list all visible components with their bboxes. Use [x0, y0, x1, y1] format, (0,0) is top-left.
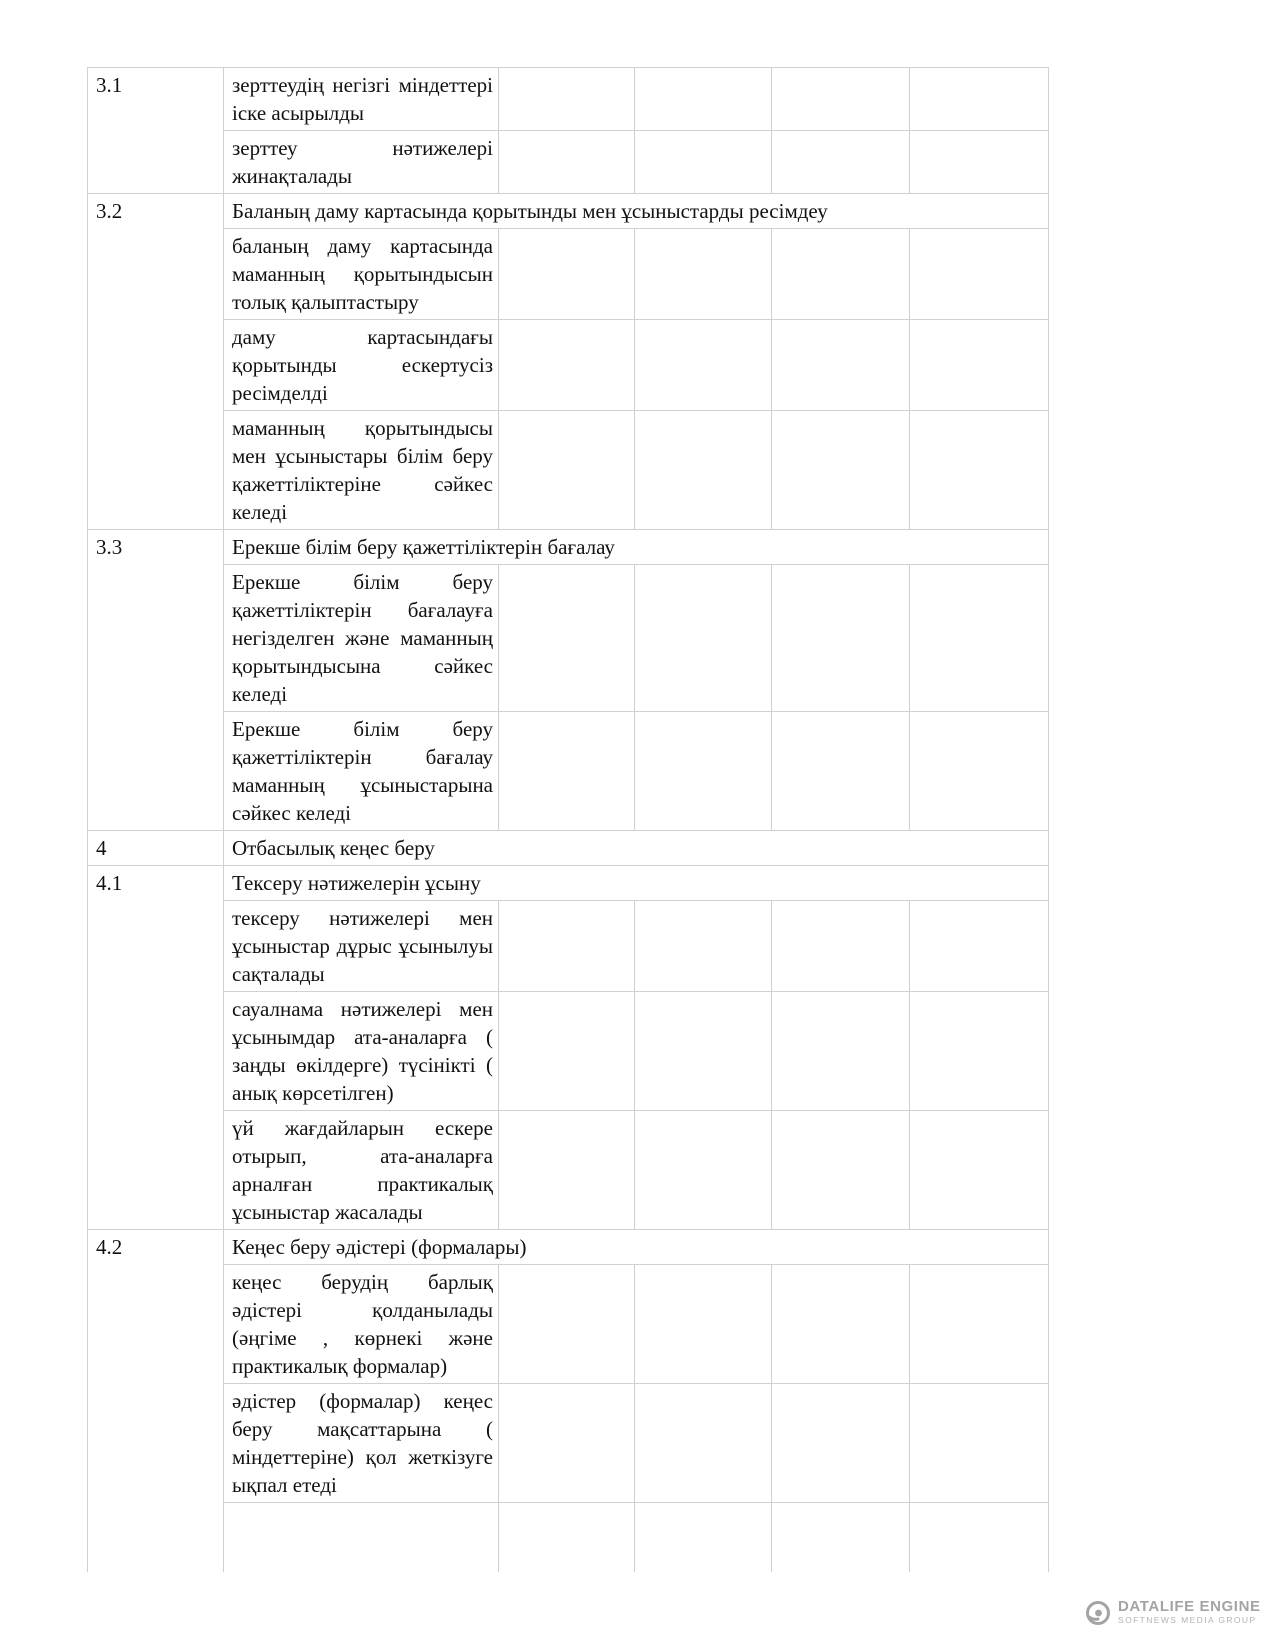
score-cell: [772, 712, 910, 831]
score-cell: [772, 992, 910, 1111]
table-row: [88, 411, 1049, 530]
eye-icon: [1085, 1600, 1111, 1626]
table-row: [88, 866, 1049, 901]
score-cell: [910, 712, 1049, 831]
score-cell: [772, 1384, 910, 1503]
datalife-engine-logo: [1085, 1599, 1261, 1626]
section-header-cell: Кеңес беру әдістері (формалары): [224, 1230, 1049, 1265]
score-cell: [772, 411, 910, 530]
table-row: [88, 565, 1049, 712]
score-cell: [635, 68, 772, 131]
score-cell: [772, 68, 910, 131]
score-cell: [635, 1265, 772, 1384]
table-row: [88, 1230, 1049, 1265]
score-cell: [772, 131, 910, 194]
section-number-cell: 4.2: [88, 1230, 224, 1573]
score-cell: [499, 565, 635, 712]
criterion-cell: даму картасындағы қорытынды ескертусіз ресімделді: [224, 320, 499, 411]
score-cell: [499, 901, 635, 992]
score-cell: [499, 1265, 635, 1384]
section-header-cell: Баланың даму картасында қорытынды мен ұсыныстарды ресімдеу: [224, 194, 1049, 229]
criterion-cell: сауалнама нәтижелері мен ұсынымдар ата-аналарға ( заңды өкілдерге) түсінікті ( анық көрсетілген): [224, 992, 499, 1111]
score-cell: [772, 229, 910, 320]
table-row: [88, 901, 1049, 992]
score-cell: [910, 565, 1049, 712]
score-cell: [635, 1111, 772, 1230]
criterion-cell: тексеру нәтижелері мен ұсыныстар дұрыс ұсынылуы сақталады: [224, 901, 499, 992]
criterion-cell: [224, 1503, 499, 1573]
score-cell: [772, 1265, 910, 1384]
score-cell: [499, 411, 635, 530]
score-cell: [499, 229, 635, 320]
score-cell: [635, 565, 772, 712]
logo-text: [1118, 1599, 1261, 1626]
score-cell: [499, 712, 635, 831]
score-cell: [772, 565, 910, 712]
score-cell: [910, 411, 1049, 530]
criterion-cell: Ерекше білім беру қажеттіліктерін бағалауға негізделген және маманның қорытындысына сәйкес келеді: [224, 565, 499, 712]
score-cell: [499, 1111, 635, 1230]
criterion-cell: зерттеу нәтижелері жинақталады: [224, 131, 499, 194]
score-cell: [499, 131, 635, 194]
section-header-cell: Тексеру нәтижелерін ұсыну: [224, 866, 1049, 901]
criterion-cell: үй жағдайларын ескере отырып, ата-аналарға арналған практикалық ұсыныстар жасалады: [224, 1111, 499, 1230]
table-row: [88, 194, 1049, 229]
criterion-cell: кеңес берудің барлық әдістері қолданылады (әңгіме , көрнекі және практикалық формалар): [224, 1265, 499, 1384]
score-cell: [635, 131, 772, 194]
section-number-cell: 4: [88, 831, 224, 866]
score-cell: [910, 131, 1049, 194]
criterion-cell: маманның қорытындысы мен ұсыныстары білім беру қажеттіліктеріне сәйкес келеді: [224, 411, 499, 530]
score-cell: [910, 1265, 1049, 1384]
criterion-cell: Ерекше білім беру қажеттіліктерін бағалау маманның ұсыныстарына сәйкес келеді: [224, 712, 499, 831]
score-cell: [910, 229, 1049, 320]
table-row: [88, 68, 1049, 131]
score-cell: [772, 1503, 910, 1573]
score-cell: [910, 1503, 1049, 1573]
section-header-cell: Ерекше білім беру қажеттіліктерін бағалау: [224, 530, 1049, 565]
section-header-cell: Отбасылық кеңес беру: [224, 831, 1049, 866]
section-number-cell: 3.3: [88, 530, 224, 831]
score-cell: [635, 320, 772, 411]
score-cell: [772, 901, 910, 992]
score-cell: [499, 68, 635, 131]
section-number-cell: 3.1: [88, 68, 224, 194]
table-row: [88, 1503, 1049, 1573]
assessment-table-container: [87, 67, 1052, 1572]
score-cell: [910, 320, 1049, 411]
score-cell: [635, 1503, 772, 1573]
logo-subtitle: SOFTNEWS MEDIA GROUP: [1118, 1615, 1257, 1625]
score-cell: [910, 1384, 1049, 1503]
table-row: [88, 320, 1049, 411]
table-row: [88, 712, 1049, 831]
score-cell: [910, 901, 1049, 992]
score-cell: [910, 68, 1049, 131]
score-cell: [772, 320, 910, 411]
score-cell: [635, 712, 772, 831]
section-number-cell: 4.1: [88, 866, 224, 1230]
table-row: [88, 1111, 1049, 1230]
score-cell: [635, 992, 772, 1111]
score-cell: [772, 1111, 910, 1230]
section-number-cell: 3.2: [88, 194, 224, 530]
score-cell: [910, 992, 1049, 1111]
criterion-cell: зерттеудің негізгі міндеттері іске асырылды: [224, 68, 499, 131]
score-cell: [499, 1503, 635, 1573]
score-cell: [499, 1384, 635, 1503]
score-cell: [635, 901, 772, 992]
table-row: [88, 992, 1049, 1111]
score-cell: [635, 1384, 772, 1503]
table-row: [88, 530, 1049, 565]
table-row: [88, 229, 1049, 320]
score-cell: [499, 320, 635, 411]
table-row: [88, 131, 1049, 194]
score-cell: [635, 411, 772, 530]
score-cell: [499, 992, 635, 1111]
table-row: [88, 1265, 1049, 1384]
table-row: [88, 831, 1049, 866]
score-cell: [635, 229, 772, 320]
assessment-table: [87, 67, 1049, 1572]
score-cell: [910, 1111, 1049, 1230]
criterion-cell: баланың даму картасында маманның қорытындысын толық қалыптастыру: [224, 229, 499, 320]
criterion-cell: әдістер (формалар) кеңес беру мақсаттарына ( міндеттеріне) қол жеткізуге ықпал етеді: [224, 1384, 499, 1503]
table-row: [88, 1384, 1049, 1503]
logo-title: DATALIFE ENGINE: [1118, 1598, 1261, 1615]
